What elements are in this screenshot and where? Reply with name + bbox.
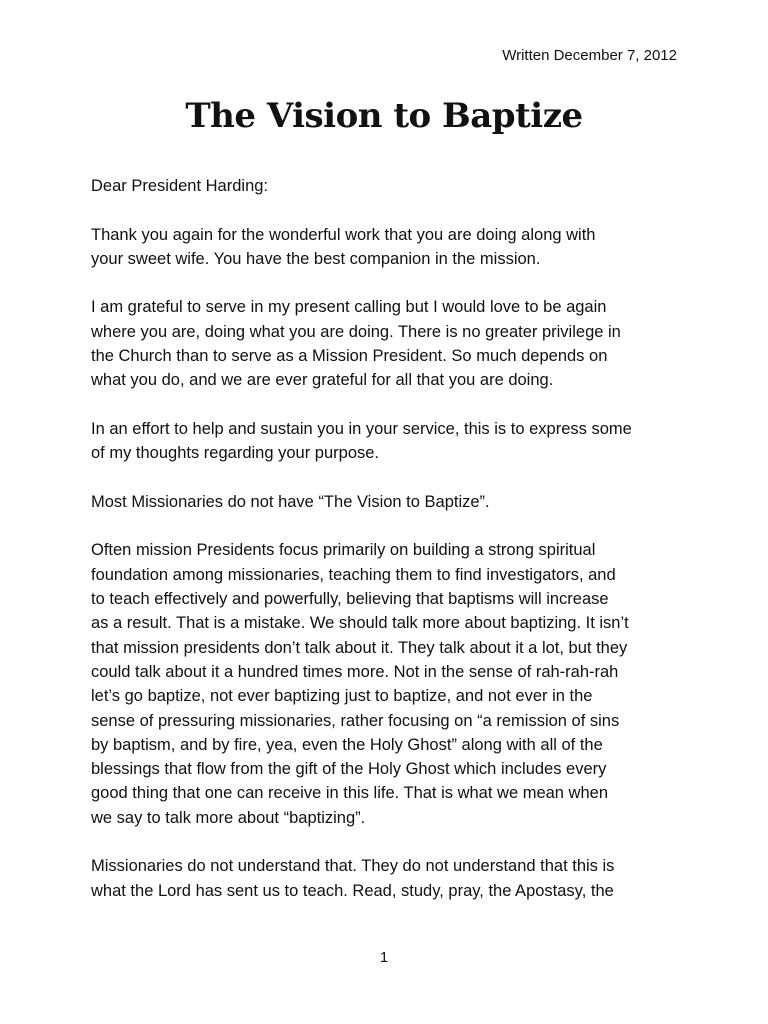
text-line: that mission presidents don’t talk about it. They talk about it a lot, but they — [91, 638, 628, 657]
text-line: of my thoughts regarding your purpose. — [91, 444, 380, 463]
paragraph — [91, 223, 691, 272]
paragraph — [91, 854, 691, 903]
text-line: sense of pressuring missionaries, rather focusing on “a remission of sins — [91, 711, 620, 730]
text-line: In an effort to help and sustain you in your service, this is to express some — [91, 419, 632, 438]
paragraph — [91, 417, 691, 466]
text-line: to teach effectively and powerfully, believing that baptisms will increase — [91, 590, 609, 609]
text-line: blessings that flow from the gift of the Holy Ghost which includes every — [91, 760, 607, 779]
text-line: as a result. That is a mistake. We should talk more about baptizing. It isn’t — [91, 614, 629, 633]
text-line: could talk about it a hundred times more. Not in the sense of rah-rah-rah — [91, 662, 619, 681]
text-line: Most Missionaries do not have “The Vision to Baptize”. — [91, 492, 490, 511]
text-line: where you are, doing what you are doing. There is no greater privilege in — [91, 322, 621, 341]
text-line: foundation among missionaries, teaching them to find investigators, and — [91, 565, 616, 584]
paragraph — [91, 490, 691, 514]
text-line: I am grateful to serve in my present calling but I would love to be again — [91, 298, 607, 317]
text-line: your sweet wife. You have the best companion in the mission. — [91, 249, 541, 268]
paragraph — [91, 538, 691, 830]
text-line: by baptism, and by fire, yea, even the Holy Ghost” along with all of the — [91, 735, 603, 754]
document-body — [91, 174, 691, 927]
paragraph — [91, 295, 691, 392]
text-line: what you do, and we are ever grateful for all that you are doing. — [91, 371, 554, 390]
page-number: 1 — [379, 949, 389, 966]
text-line: Dear President Harding: — [91, 177, 269, 195]
document-title: The Vision to Baptize — [185, 96, 583, 136]
text-line: let’s go baptize, not ever baptizing just to baptize, and not ever in the — [91, 687, 593, 706]
text-line: good thing that one can receive in this life. That is what we mean when — [91, 784, 609, 803]
paragraph — [91, 174, 691, 198]
text-line: Thank you again for the wonderful work that you are doing along with — [91, 225, 596, 244]
text-line: what the Lord has sent us to teach. Read, study, pray, the Apostasy, the — [91, 881, 614, 900]
text-line: we say to talk more about “baptizing”. — [91, 808, 366, 827]
text-line: Often mission Presidents focus primarily on building a strong spiritual — [91, 541, 596, 560]
written-date: Written December 7, 2012 — [502, 47, 677, 64]
text-line: the Church than to serve as a Mission President. So much depends on — [91, 347, 608, 366]
text-line: Missionaries do not understand that. They do not understand that this is — [91, 857, 615, 876]
